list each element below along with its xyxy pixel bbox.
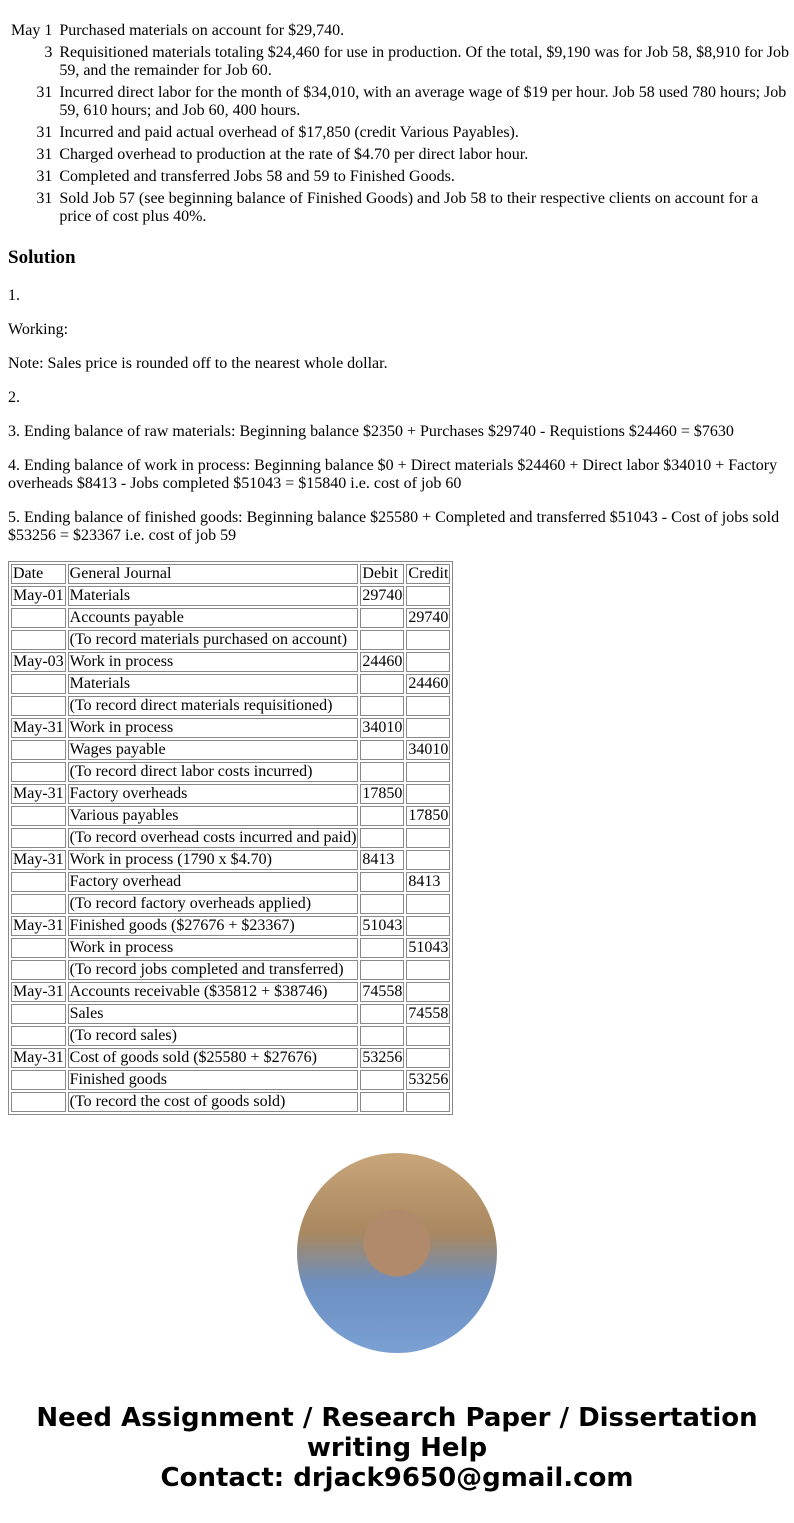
table-row [11, 652, 450, 672]
table-cell [360, 894, 404, 914]
table-row [11, 806, 450, 826]
table-cell: May-01 [13, 587, 64, 604]
table-cell [360, 806, 404, 826]
table-row [11, 696, 450, 716]
event-text: Purchased materials on account for $29,740. [59, 22, 345, 39]
event-day: 31 [36, 190, 53, 207]
table-cell [360, 1092, 404, 1112]
table-cell: 8413 [360, 850, 404, 870]
event-day: 31 [36, 124, 53, 141]
table-cell [406, 960, 450, 980]
table-cell: 24460 [362, 653, 403, 670]
table-cell: May-31 [13, 851, 64, 868]
table-cell: Sales [68, 1004, 359, 1024]
event-text: Sold Job 57 (see beginning balance of Finished Goods) and Job 58 to their respective clients on account for a price of cost plus 40%. [59, 190, 759, 225]
table-cell: 34010 [362, 719, 403, 736]
table-row [11, 784, 450, 804]
table-cell [406, 1092, 450, 1112]
table-cell: May-31 [13, 983, 64, 1000]
table-cell: Factory overhead [68, 872, 359, 892]
table-cell [406, 696, 450, 716]
table-cell [360, 938, 404, 958]
table-cell: May-31 [13, 1049, 64, 1066]
table-cell [406, 850, 450, 870]
table-cell [11, 960, 66, 980]
table-cell [11, 806, 66, 826]
table-cell: 51043 [408, 939, 449, 956]
table-cell [11, 894, 66, 914]
event-text: Completed and transferred Jobs 58 and 59 to Finished Goods. [59, 168, 455, 185]
table-cell: Finished goods ($27676 + $23367) [68, 916, 359, 936]
table-cell: Debit [360, 564, 404, 584]
event-day: 31 [36, 146, 53, 163]
table-cell [11, 1070, 66, 1090]
table-header-row [11, 564, 450, 584]
table-cell [406, 982, 450, 1002]
table-cell [11, 740, 66, 760]
table-cell [11, 1026, 66, 1046]
event-row [10, 123, 792, 143]
table-cell: 74558 [408, 1005, 449, 1022]
table-row [11, 872, 450, 892]
table-cell: Cost of goods sold ($25580 + $27676) [68, 1048, 359, 1068]
table-cell [360, 608, 404, 628]
table-row [11, 1070, 450, 1090]
paragraph: Working: [8, 321, 69, 338]
event-row [10, 83, 792, 121]
table-cell [11, 608, 66, 628]
table-cell: Work in process [68, 938, 359, 958]
table-cell: Credit [408, 565, 449, 582]
table-cell [406, 1048, 450, 1068]
table-row [11, 674, 450, 694]
table-cell: May-31 [13, 917, 64, 934]
table-cell [11, 938, 66, 958]
table-cell: May-31 [13, 719, 64, 736]
table-cell: May-31 [13, 785, 64, 802]
table-cell [406, 916, 450, 936]
table-cell [11, 696, 66, 716]
table-cell: 29740 [408, 609, 449, 626]
table-cell: Materials [68, 674, 359, 694]
paragraph: 4. Ending balance of work in process: Beginning balance $0 + Direct materials $24460 + Direct labor $34010 + Factory overheads $8413 - Jobs completed $51043 = $15840 i.e. cost of job 60 [8, 457, 778, 492]
table-cell: (To record materials purchased on account) [68, 630, 359, 650]
table-cell: General Journal [68, 564, 359, 584]
event-day: 31 [36, 168, 53, 185]
table-cell [406, 586, 450, 606]
table-cell [360, 1004, 404, 1024]
table-cell: 53256 [408, 1071, 449, 1088]
table-cell [11, 1004, 66, 1024]
footer-line: Need Assignment / Research Paper / Dissertation [36, 1403, 758, 1433]
table-cell: May-03 [13, 653, 64, 670]
table-cell: Finished goods [68, 1070, 359, 1090]
table-cell [360, 1070, 404, 1090]
event-row [10, 43, 792, 81]
table-cell [360, 674, 404, 694]
table-cell: Work in process (1790 x $4.70) [68, 850, 359, 870]
table-row [11, 850, 450, 870]
table-row [11, 894, 450, 914]
event-text: Charged overhead to production at the rate of $4.70 per direct labor hour. [59, 146, 529, 163]
table-cell: 74558 [362, 983, 403, 1000]
paragraph: 2. [8, 389, 20, 406]
table-cell [11, 872, 66, 892]
table-row [11, 960, 450, 980]
event-text: Requisitioned materials totaling $24,460 for use in production. Of the total, $9,190 was for Job 58, $8,910 for Job 59, and the remainder for Job 60. [59, 44, 789, 79]
table-cell [406, 630, 450, 650]
table-cell [406, 718, 450, 738]
table-row [11, 718, 450, 738]
author-avatar [297, 1153, 497, 1353]
table-cell: Work in process [68, 652, 359, 672]
table-cell [360, 1026, 404, 1046]
table-row [11, 630, 450, 650]
paragraph: 1. [8, 287, 20, 304]
table-cell [360, 872, 404, 892]
event-text: Incurred and paid actual overhead of $17,850 (credit Various Payables). [59, 124, 519, 141]
footer-line: writing Help [306, 1433, 488, 1463]
table-cell: Accounts receivable ($35812 + $38746) [68, 982, 359, 1002]
table-cell [406, 1026, 450, 1046]
table-cell [406, 894, 450, 914]
table-cell [360, 740, 404, 760]
table-cell: (To record jobs completed and transferred) [68, 960, 359, 980]
table-row [11, 916, 450, 936]
table-cell: 17850 [408, 807, 449, 824]
table-row [11, 938, 450, 958]
table-cell: (To record direct materials requisitioned) [68, 696, 359, 716]
table-cell: (To record sales) [68, 1026, 359, 1046]
table-cell [406, 762, 450, 782]
event-row [10, 145, 792, 165]
table-cell: 51043 [362, 917, 403, 934]
table-cell [360, 960, 404, 980]
event-day: 31 [36, 84, 53, 101]
table-cell [11, 828, 66, 848]
table-cell [11, 1092, 66, 1112]
table-row [11, 762, 450, 782]
table-cell: 34010 [408, 741, 449, 758]
table-cell: 53256 [362, 1049, 403, 1066]
table-cell [406, 652, 450, 672]
paragraph: 3. Ending balance of raw materials: Beginning balance $2350 + Purchases $29740 - Requistions $24460 = $7630 [8, 423, 734, 440]
table-cell: (To record the cost of goods sold) [68, 1092, 359, 1112]
table-row [11, 828, 450, 848]
table-cell: Various payables [68, 806, 359, 826]
table-cell [11, 630, 66, 650]
table-cell [360, 630, 404, 650]
paragraph: 5. Ending balance of finished goods: Beginning balance $25580 + Completed and transferred $51043 - Cost of jobs sold $53256 = $23367 i.e. cost of job 59 [8, 509, 780, 544]
footer-banner [0, 1403, 794, 1493]
table-row [11, 1048, 450, 1068]
table-cell: Wages payable [68, 740, 359, 760]
table-cell: 17850 [362, 785, 403, 802]
table-cell: Factory overheads [68, 784, 359, 804]
table-cell [360, 696, 404, 716]
table-cell: (To record direct labor costs incurred) [68, 762, 359, 782]
event-row [10, 21, 792, 41]
events-list [8, 19, 794, 229]
paragraph: Note: Sales price is rounded off to the nearest whole dollar. [8, 355, 388, 372]
footer-contact: Contact: drjack9650@gmail.com [160, 1463, 634, 1493]
solution-heading: Solution [8, 247, 76, 268]
table-cell: 24460 [408, 675, 449, 692]
table-row [11, 586, 450, 606]
table-cell: Materials [68, 586, 359, 606]
table-cell [11, 674, 66, 694]
table-row [11, 1092, 450, 1112]
table-cell [11, 762, 66, 782]
table-cell: (To record factory overheads applied) [68, 894, 359, 914]
event-text: Incurred direct labor for the month of $34,010, with an average wage of $19 per hour. Job 58 used 780 hours; Job 59, 610 hours; and Job 60, 400 hours. [59, 84, 787, 119]
table-row [11, 608, 450, 628]
table-row [11, 1004, 450, 1024]
table-cell [360, 828, 404, 848]
table-cell [406, 828, 450, 848]
event-day: 3 [44, 44, 53, 61]
event-day: May 1 [11, 22, 53, 39]
journal-table [8, 561, 453, 1115]
table-cell: (To record overhead costs incurred and paid) [69, 829, 357, 846]
table-cell [360, 762, 404, 782]
event-row [10, 189, 792, 227]
event-row [10, 167, 792, 187]
table-cell: 29740 [362, 587, 403, 604]
table-row [11, 1026, 450, 1046]
table-row [11, 740, 450, 760]
table-cell: Date [11, 564, 66, 584]
table-cell [406, 784, 450, 804]
table-row [11, 982, 450, 1002]
table-cell: 8413 [406, 872, 450, 892]
table-cell: Work in process [68, 718, 359, 738]
table-cell: Accounts payable [68, 608, 359, 628]
